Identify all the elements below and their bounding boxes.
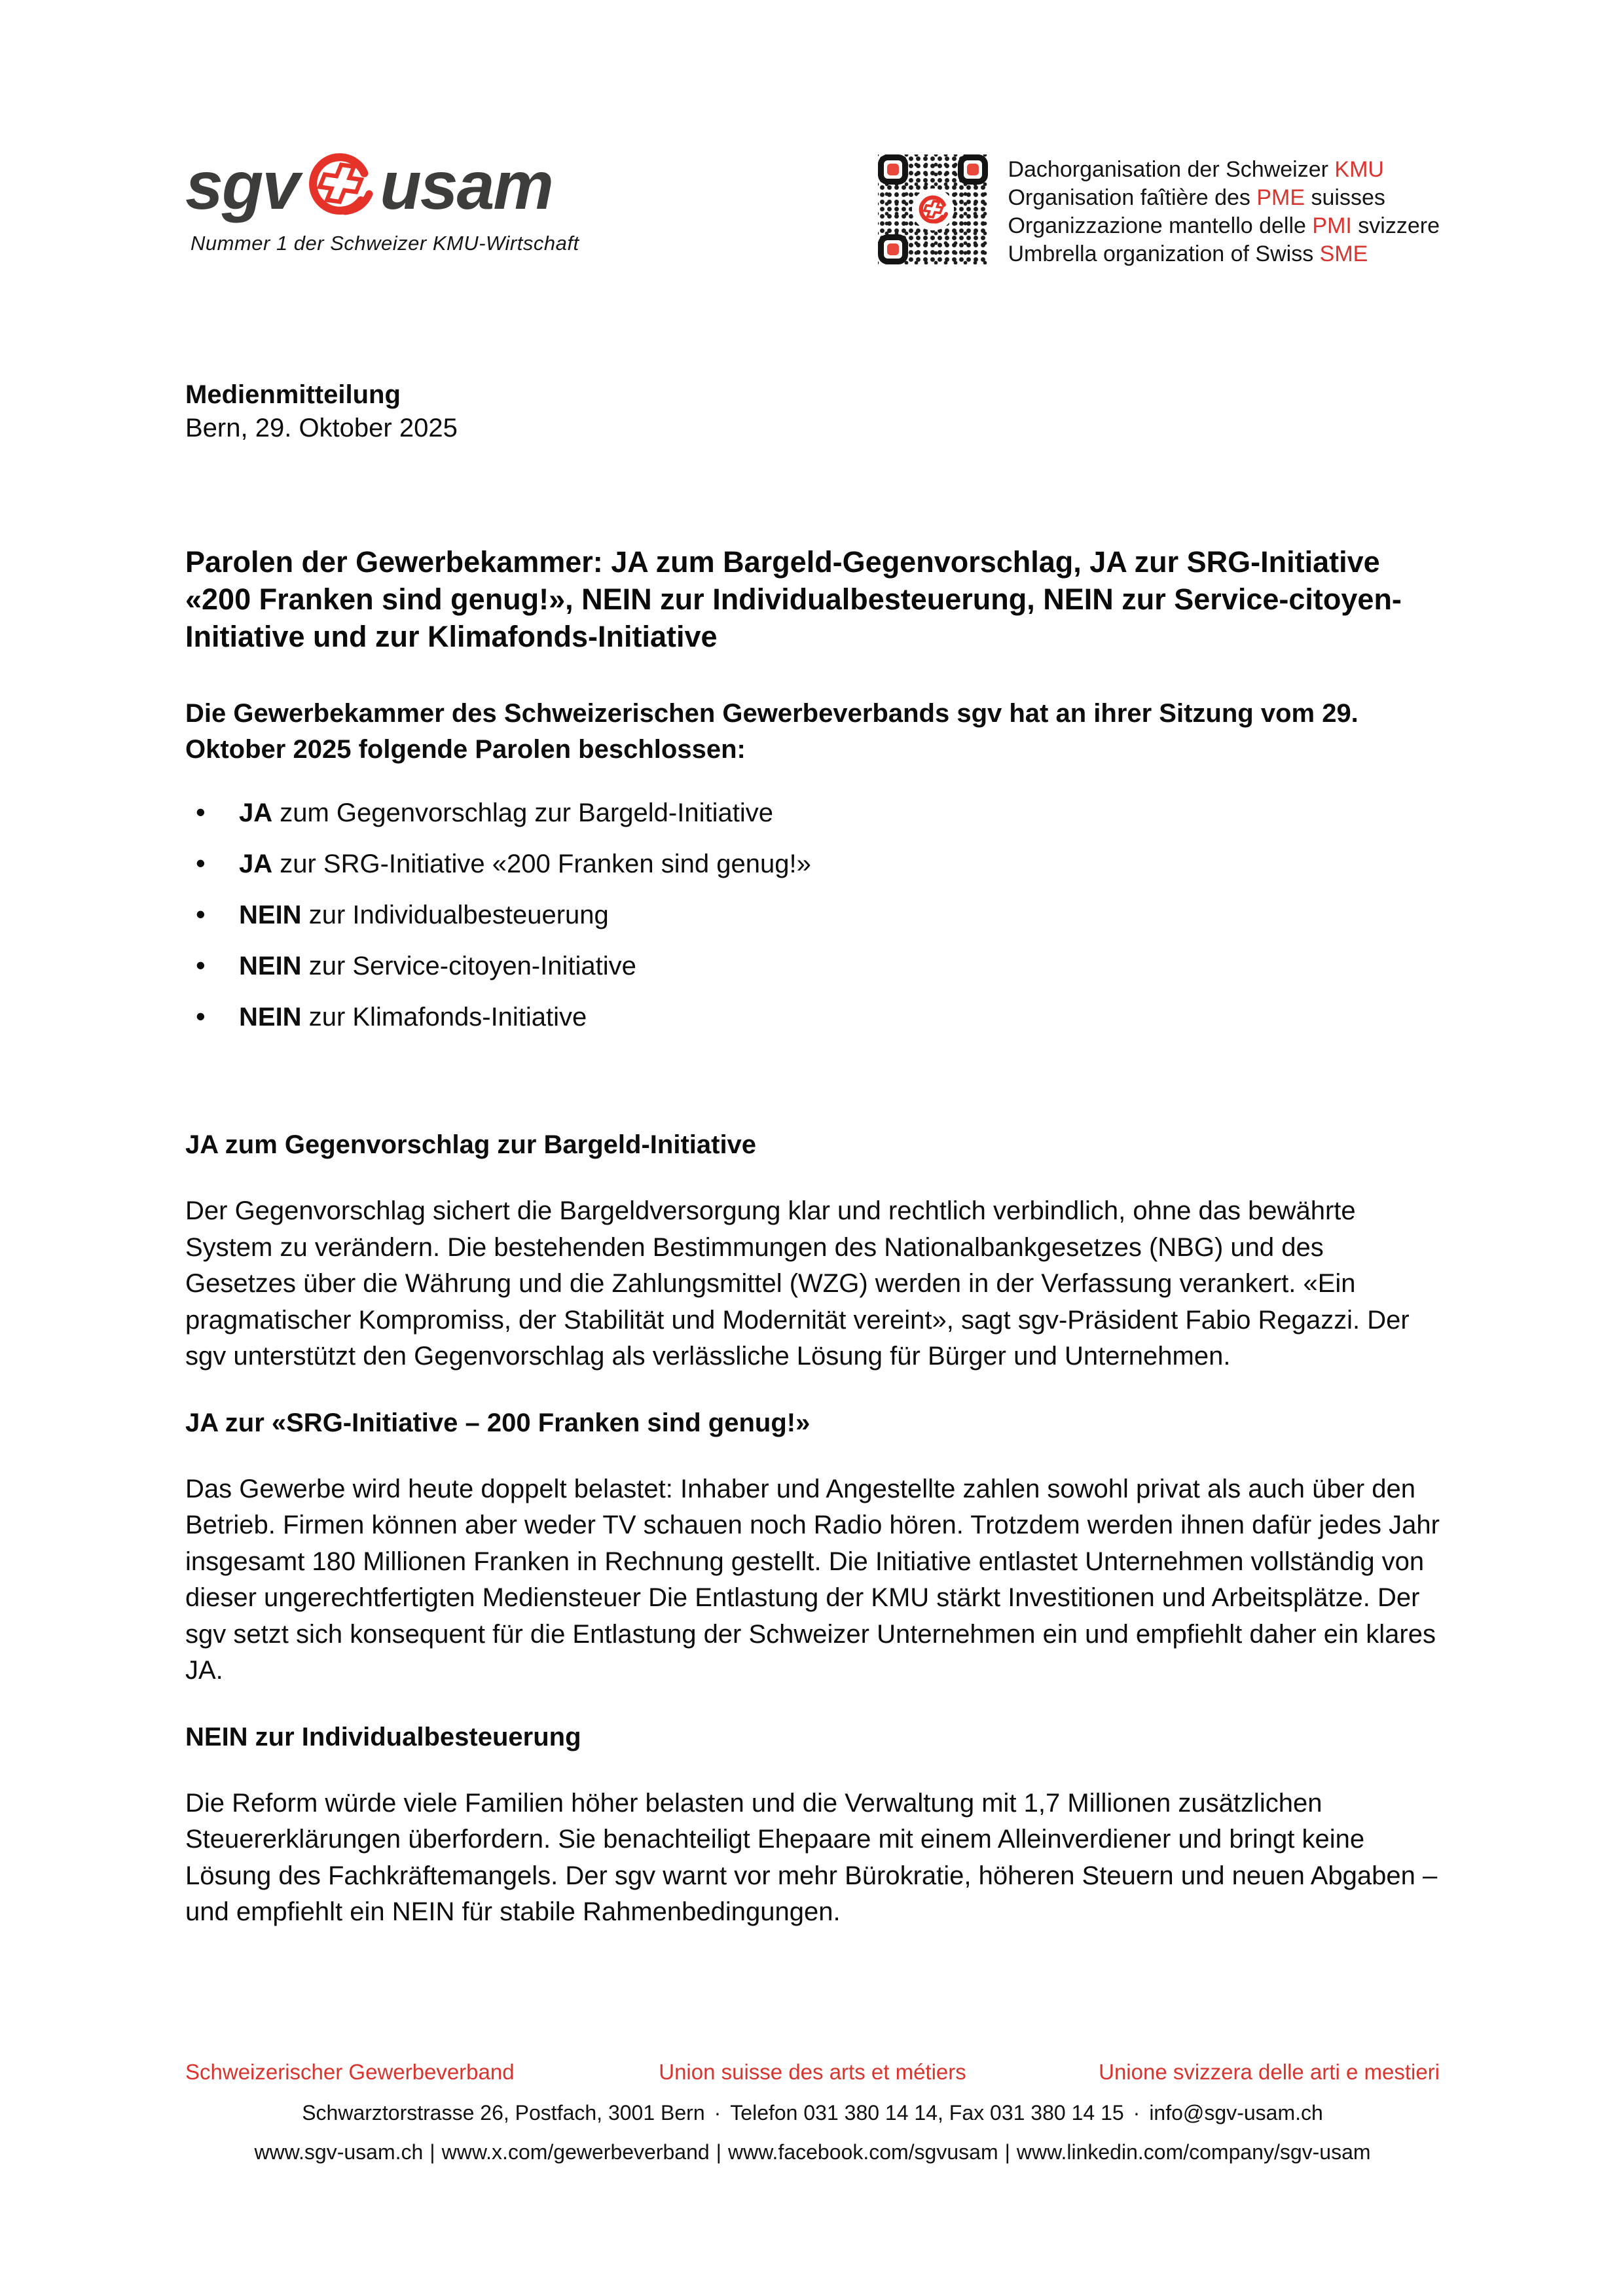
list-item: • JA zum Gegenvorschlag zur Bargeld-Initiative (185, 795, 1440, 831)
list-item: • NEIN zur Klimafonds-Initiative (185, 999, 1440, 1035)
section-heading-individualbesteuerung: NEIN zur Individualbesteuerung (185, 1722, 581, 1751)
section-body-srg: Das Gewerbe wird heute doppelt belastet: Inhaber und Angestellte zahlen sowohl privat als auch über den Betrieb. Firmen können aber weder TV schauen noch Radio hören. Trotzdem werden ihnen dafür jedes Jahr insgesamt 180 Millionen Franken in Rechnung gestellt. Die Initiative entlastet Unternehmen vollständig von dieser ungerechtfertigten Mediensteuer Die Entlastung der KMU stärkt Investitionen und Arbeitsplätze. Der sgv setzt sich konsequent für die Entlastung der Schweizer Unternehmen ein und empfiehlt daher ein klares JA. (185, 1474, 1440, 1685)
org-name-translations (1008, 154, 1440, 268)
qr-center-logo-icon (912, 188, 954, 230)
org-identity-block (878, 154, 1440, 268)
qr-finder-top-right (958, 154, 988, 185)
org-abbr-pmi: PMI (1312, 213, 1352, 238)
masthead (185, 0, 1440, 268)
pipe-separator: | (716, 2140, 721, 2164)
section-heading-srg: JA zur «SRG-Initiative – 200 Franken sind genug!» (185, 1408, 811, 1437)
footer-web-links (185, 2139, 1440, 2165)
footer (185, 2059, 1440, 2165)
section-body-bargeld: Der Gegenvorschlag sichert die Bargeldversorgung klar und rechtlich verbindlich, ohne das bewährte System zu verändern. Die bestehenden Bestimmungen des Nationalbankgesetzes (NBG) und des Gesetzes über die Währung und die Zahlungsmittel (WZG) werden in der Verfassung verankert. «Ein pragmatischer Kompromiss, der Stabilität und Modernität vereint», sagt sgv-Präsident Fabio Regazzi. Der sgv unterstützt den Gegenvorschlag als verlässliche Lösung für Bürger und Unternehmen. (185, 1196, 1410, 1371)
dateline: Bern, 29. Oktober 2025 (185, 414, 458, 442)
org-abbr-pme: PME (1256, 185, 1305, 210)
footer-address: Schwarztorstrasse 26, Postfach, 3001 Bern (302, 2101, 705, 2125)
org-line-english: Umbrella organization of Swiss SME (1008, 242, 1368, 266)
sgv-usam-logo (185, 148, 579, 255)
qr-finder-dot (887, 164, 899, 175)
footer-org-french: Union suisse des arts et métiers (659, 2060, 966, 2084)
org-abbr-kmu: KMU (1334, 157, 1384, 182)
org-line-italian: Organizzazione mantello delle PMI svizzere (1008, 213, 1440, 238)
org-abbr-sme: SME (1319, 242, 1368, 266)
lead-paragraph: Die Gewerbekammer des Schweizerischen Gewerbeverbands sgv hat an ihrer Sitzung vom 29. Oktober 2025 folgende Parolen beschlossen: (185, 699, 1359, 764)
org-line-german: Dachorganisation der Schweizer KMU (1008, 157, 1384, 182)
bullet-icon: • (196, 950, 206, 980)
footer-org-names (185, 2059, 1440, 2085)
bullet-icon: • (196, 1001, 206, 1031)
logo-text-usam: usam (380, 148, 553, 224)
qr-finder-dot (887, 243, 899, 255)
org-line-french: Organisation faîtière des PME suisses (1008, 185, 1385, 210)
section-body-individualbesteuerung: Die Reform würde viele Familien höher belasten und die Verwaltung mit 1,7 Millionen zusätzlichen Steuererklärungen überfordern. Sie benachteiligt Ehepaare mit einem Alleinverdiener und bringt keine Lösung des Fachkräftemangels. Der sgv warnt vor mehr Bürokratie, höheren Steuern und neuen Abgaben – und empfiehlt ein NEIN für stabile Rahmenbedingungen. (185, 1788, 1438, 1926)
dot-separator: · (1133, 2101, 1140, 2125)
footer-contact-line (185, 2100, 1440, 2126)
list-item: • JA zur SRG-Initiative «200 Franken sind genug!» (185, 846, 1440, 882)
page-title: Parolen der Gewerbekammer: JA zum Bargeld-Gegenvorschlag, JA zur SRG-Initiative «200 Franken sind genug!», NEIN zur Individualbesteuerung, NEIN zur Service-citoyen-Initiative und zur Klimafonds-Initiative (185, 545, 1402, 653)
pipe-separator: | (429, 2140, 435, 2164)
logo-wordmark (185, 148, 579, 224)
logo-tagline: Nummer 1 der Schweizer KMU-Wirtschaft (191, 232, 579, 255)
footer-org-german: Schweizerischer Gewerbeverband (185, 2060, 515, 2084)
footer-link-x[interactable]: www.x.com/gewerbeverband (441, 2140, 710, 2164)
qr-finder-bottom-left (878, 234, 908, 264)
bullet-icon: • (196, 797, 206, 827)
bullet-icon: • (196, 848, 206, 878)
section-heading-bargeld: JA zum Gegenvorschlag zur Bargeld-Initiative (185, 1130, 757, 1159)
qr-code (878, 154, 988, 264)
list-item: • NEIN zur Individualbesteuerung (185, 897, 1440, 933)
swiss-cross-ring-icon (306, 151, 373, 217)
logo-text-sgv: sgv (185, 148, 299, 224)
qr-finder-dot (967, 164, 979, 175)
bullet-icon: • (196, 899, 206, 929)
pipe-separator: | (1004, 2140, 1010, 2164)
list-item: • NEIN zur Service-citoyen-Initiative (185, 948, 1440, 984)
document-type-label: Medienmitteilung (185, 380, 401, 409)
footer-link-facebook[interactable]: www.facebook.com/sgvusam (727, 2140, 998, 2164)
dot-separator: · (714, 2101, 721, 2125)
footer-link-linkedin[interactable]: www.linkedin.com/company/sgv-usam (1016, 2140, 1371, 2164)
footer-org-italian: Unione svizzera delle arti e mestieri (1099, 2060, 1440, 2084)
parolen-list (185, 795, 1440, 1035)
footer-link-website[interactable]: www.sgv-usam.ch (254, 2140, 424, 2164)
document-meta (185, 378, 1440, 445)
footer-email-link[interactable]: info@sgv-usam.ch (1149, 2101, 1323, 2125)
qr-finder-top-left (878, 154, 908, 185)
footer-phone-fax: Telefon 031 380 14 14, Fax 031 380 14 15 (730, 2101, 1124, 2125)
